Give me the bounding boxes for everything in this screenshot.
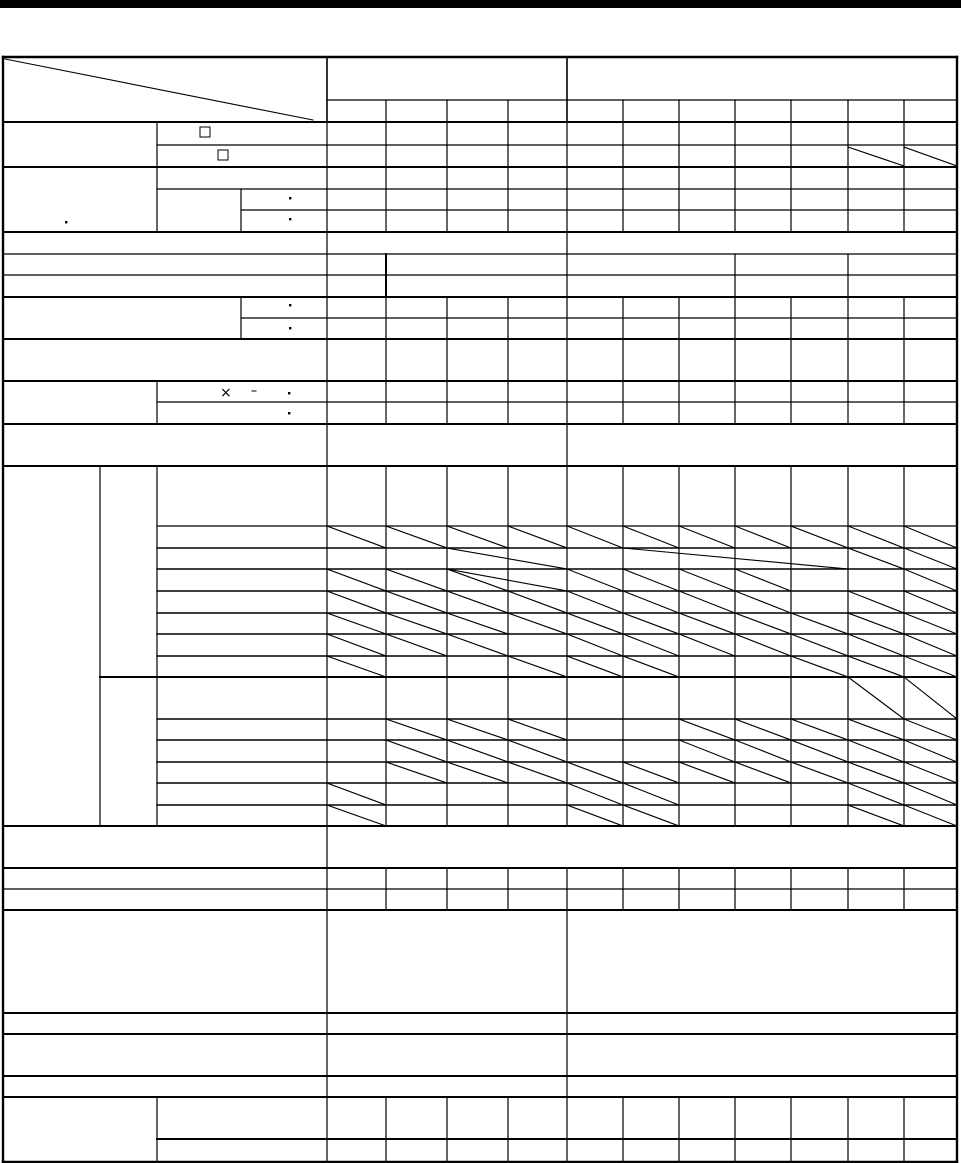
- cell-diagonal: [623, 656, 679, 677]
- cell-diagonal: [791, 634, 848, 656]
- cell-diagonal: [904, 677, 957, 719]
- cell-diagonal: [623, 783, 679, 805]
- dot-symbol: [289, 197, 291, 199]
- cell-diagonal: [848, 656, 904, 677]
- square-symbol: [200, 127, 210, 137]
- cell-diagonal: [508, 762, 567, 783]
- cell-diagonal: [508, 526, 567, 548]
- cell-diagonal: [791, 719, 848, 740]
- cell-diagonal: [791, 762, 848, 783]
- cell-diagonal: [679, 591, 735, 613]
- cell-diagonal: [327, 656, 386, 677]
- cell-diagonal: [508, 740, 567, 762]
- cell-diagonal: [735, 634, 791, 656]
- cell-diagonal: [623, 613, 679, 634]
- cell-diagonal: [623, 569, 679, 591]
- cell-diagonal: [623, 762, 679, 783]
- cell-diagonal: [386, 634, 447, 656]
- cell-diagonal: [904, 783, 957, 805]
- cell-diagonal: [623, 591, 679, 613]
- cell-diagonal: [904, 719, 957, 740]
- cell-diagonal: [508, 656, 567, 677]
- cell-diagonal: [904, 147, 957, 166]
- cell-diagonal: [327, 569, 386, 591]
- cell-diagonal: [679, 719, 735, 740]
- cell-diagonal: [904, 569, 957, 591]
- cell-diagonal: [327, 591, 386, 613]
- cell-diagonal: [679, 740, 735, 762]
- cell-diagonal: [567, 656, 623, 677]
- cell-diagonal: [386, 526, 447, 548]
- cell-diagonal: [679, 613, 735, 634]
- cell-diagonal: [623, 805, 679, 826]
- cell-diagonal: [623, 526, 679, 548]
- times-symbol: ×: [220, 385, 232, 401]
- cell-diagonal: [848, 783, 904, 805]
- cell-diagonal: [848, 634, 904, 656]
- cell-diagonal: [386, 569, 447, 591]
- cell-diagonal: [848, 613, 904, 634]
- cell-diagonal: [904, 656, 957, 677]
- cell-diagonal: [735, 526, 791, 548]
- cell-diagonal: [447, 569, 508, 591]
- cell-diagonal: [447, 591, 508, 613]
- dot-symbol: [288, 412, 290, 414]
- cell-diagonal: [735, 591, 791, 613]
- cell-diagonal: [386, 591, 447, 613]
- cell-diagonal: [848, 805, 904, 826]
- cell-diagonal: [904, 526, 957, 548]
- cell-diagonal: [327, 805, 386, 826]
- cell-diagonal: [567, 762, 623, 783]
- cell-diagonal: [791, 613, 848, 634]
- cell-diagonal: [327, 613, 386, 634]
- cell-diagonal: [848, 591, 904, 613]
- cell-diagonal: [5, 59, 313, 120]
- cell-diagonal: [567, 526, 623, 548]
- cell-diagonal: [386, 740, 447, 762]
- cell-diagonal: [904, 740, 957, 762]
- cell-diagonal: [447, 526, 508, 548]
- cell-diagonal: [447, 569, 567, 591]
- cell-diagonal: [679, 526, 735, 548]
- cell-diagonal: [848, 740, 904, 762]
- cell-diagonal: [735, 719, 791, 740]
- cell-diagonal: [508, 613, 567, 634]
- cell-diagonal: [848, 677, 904, 719]
- cell-diagonal: [623, 634, 679, 656]
- square-symbol: [218, 150, 228, 160]
- cell-diagonal: [791, 526, 848, 548]
- cell-diagonal: [679, 762, 735, 783]
- cell-diagonal: [848, 548, 904, 569]
- cell-diagonal: [327, 783, 386, 805]
- cell-diagonal: [679, 634, 735, 656]
- cell-diagonal: [508, 591, 567, 613]
- cell-diagonal: [848, 762, 904, 783]
- cell-diagonal: [848, 526, 904, 548]
- dot-symbol: [288, 392, 290, 394]
- cell-diagonal: [904, 634, 957, 656]
- cell-diagonal: [567, 569, 623, 591]
- cell-diagonal: [567, 591, 623, 613]
- cell-diagonal: [567, 805, 623, 826]
- cell-diagonal: [386, 762, 447, 783]
- cell-diagonal: [735, 569, 791, 591]
- cell-diagonal: [567, 613, 623, 634]
- cell-diagonal: [508, 719, 567, 740]
- cell-diagonal: [567, 783, 623, 805]
- cell-diagonal: [386, 613, 447, 634]
- dot-symbol: [289, 218, 291, 220]
- cell-diagonal: [327, 634, 386, 656]
- cell-diagonal: [904, 762, 957, 783]
- cell-diagonal: [567, 634, 623, 656]
- cell-diagonal: [447, 613, 508, 634]
- cell-diagonal: [447, 762, 508, 783]
- top-header-bar: [0, 0, 961, 8]
- cell-diagonal: [904, 591, 957, 613]
- cell-diagonal: [327, 526, 386, 548]
- cell-diagonal: [735, 762, 791, 783]
- cell-diagonal: [735, 740, 791, 762]
- cell-diagonal: [791, 740, 848, 762]
- cell-diagonal: [904, 548, 957, 569]
- cell-diagonal: [386, 719, 447, 740]
- dot-symbol: [289, 327, 291, 329]
- cell-diagonal: [904, 805, 957, 826]
- cell-diagonal: [904, 613, 957, 634]
- cell-diagonal: [848, 719, 904, 740]
- cell-diagonal: [447, 740, 508, 762]
- cell-diagonal: [679, 569, 735, 591]
- dot-symbol: [289, 304, 291, 306]
- cell-diagonal: [791, 656, 848, 677]
- dot-symbol: [65, 221, 67, 223]
- specifications-table: [3, 57, 957, 1162]
- cell-diagonal: [735, 613, 791, 634]
- cell-diagonal: [447, 719, 508, 740]
- cell-diagonal: [447, 548, 567, 569]
- cell-diagonal: [848, 147, 904, 166]
- cell-diagonal: [447, 634, 508, 656]
